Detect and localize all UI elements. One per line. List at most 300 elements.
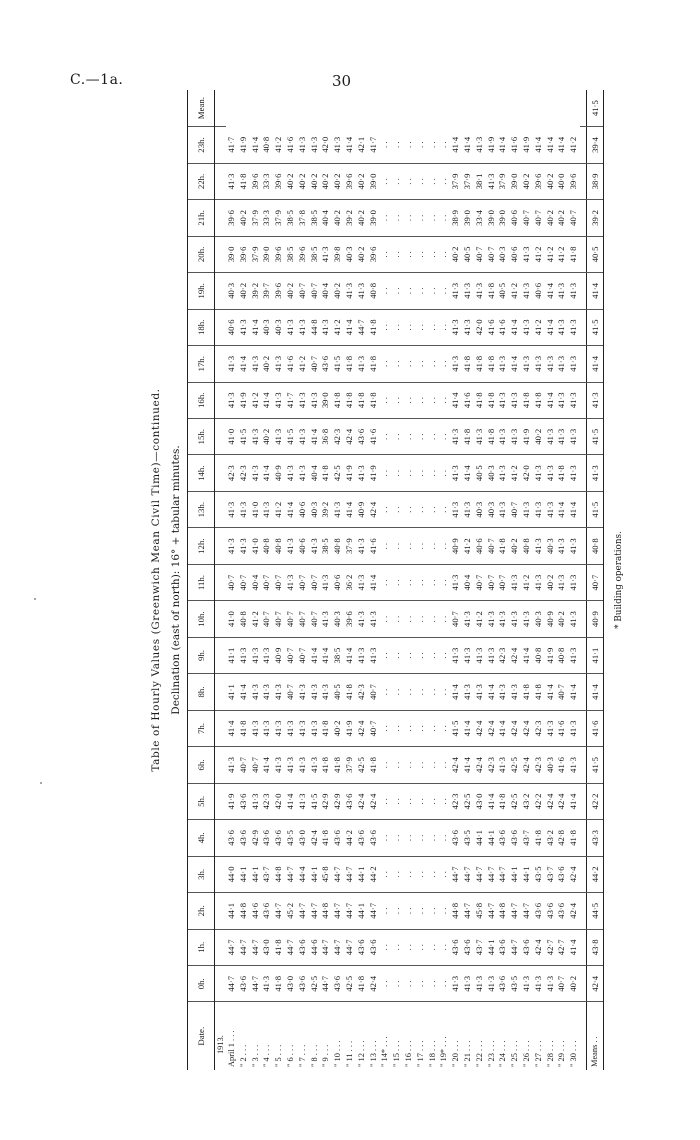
table-cell: 44·7 — [285, 856, 297, 892]
table-cell: 41·3 — [368, 601, 380, 637]
table-cell: 41·3 — [568, 346, 580, 382]
table-cell: . . — [415, 127, 427, 163]
table-cell: 40·7 — [568, 200, 580, 236]
table-cell: 40·8 — [521, 528, 533, 564]
table-cell: 43·7 — [261, 856, 273, 892]
table-cell: 40·2 — [521, 163, 533, 199]
table-cell: 44·7 — [250, 966, 262, 1002]
table-cell: 41·3 — [533, 491, 545, 527]
table-cell: 39·2 — [320, 491, 332, 527]
table-cell: . . — [438, 236, 450, 272]
table-cell: 41·8 — [320, 820, 332, 856]
table-cell: . . — [438, 163, 450, 199]
table-cell: . . — [391, 966, 403, 1002]
table-cell: 40·7 — [486, 236, 498, 272]
table-cell: . . — [438, 674, 450, 710]
table-cell: 40·2 — [545, 200, 557, 236]
table-cell: 41·3 — [556, 346, 568, 382]
table-cell: 41·3 — [285, 455, 297, 491]
table-cell: 41·3 — [568, 309, 580, 345]
table-cell: 42·2 — [586, 783, 603, 819]
table-cell: 44·7 — [344, 893, 356, 929]
table-cell: 41·3 — [450, 273, 462, 309]
row-date-label: " 19* . . . — [439, 1036, 449, 1067]
column-header-hour: 11h. — [188, 564, 215, 600]
table-cell: . . — [438, 528, 450, 564]
table-cell: . . — [391, 783, 403, 819]
table-cell: 39·6 — [344, 163, 356, 199]
table-cell: 43·3 — [586, 820, 603, 856]
table-cell: 40·2 — [533, 419, 545, 455]
table-cell: 41·3 — [556, 309, 568, 345]
table-cell: 44·7 — [309, 893, 321, 929]
table-cell: 43·6 — [497, 966, 509, 1002]
table-cell: . . — [427, 637, 439, 673]
table-cell: 38·1 — [474, 163, 486, 199]
table-cell: 40·8 — [586, 528, 603, 564]
table-cell: 41·4 — [545, 674, 557, 710]
table-cell: 40·2 — [285, 163, 297, 199]
table-cell: 43·6 — [556, 856, 568, 892]
table-cell: 43·6 — [533, 893, 545, 929]
table-row — [521, 90, 533, 1070]
table-cell: . . — [379, 528, 391, 564]
table-cell: 41·3 — [545, 455, 557, 491]
table-cell: 41·3 — [332, 127, 344, 163]
table-cell: . . — [415, 674, 427, 710]
table-cell: . . — [379, 491, 391, 527]
table-row — [297, 90, 309, 1070]
table-row — [285, 90, 297, 1070]
table-cell: 41·3 — [497, 747, 509, 783]
table-cell: . . — [379, 273, 391, 309]
table-cell: 41·3 — [545, 966, 557, 1002]
table-cell: 41·5 — [450, 710, 462, 746]
table-cell: 40·2 — [261, 419, 273, 455]
table-cell: 41·3 — [261, 674, 273, 710]
table-cell: 41·3 — [509, 601, 521, 637]
table-cell: 40·8 — [368, 273, 380, 309]
table-cell: 36·8 — [320, 419, 332, 455]
table-cell: . . — [427, 856, 439, 892]
table-cell: 41·3 — [509, 564, 521, 600]
table-cell: 41·3 — [533, 528, 545, 564]
row-date-label: April 1 . . . — [227, 1030, 236, 1067]
table-cell: . . — [415, 273, 427, 309]
table-cell: 44·8 — [450, 893, 462, 929]
column-header-hour: 20h. — [188, 236, 215, 272]
table-cell: 41·9 — [238, 127, 250, 163]
hourly-values-table — [187, 90, 604, 1070]
table-cell: 40·7 — [297, 564, 309, 600]
table-cell: 41·3 — [556, 419, 568, 455]
table-cell: 41·3 — [568, 747, 580, 783]
table-cell: 37·9 — [462, 163, 474, 199]
table-cell: 41·4 — [462, 747, 474, 783]
table-cell: . . — [427, 491, 439, 527]
table-cell: 39·0 — [368, 163, 380, 199]
table-cell: 39·6 — [368, 236, 380, 272]
table-cell: . . — [403, 820, 415, 856]
table-cell: 43·6 — [356, 929, 368, 965]
table-cell: 41·3 — [450, 966, 462, 1002]
table-cell: 41·8 — [521, 382, 533, 418]
table-cell: 41·4 — [261, 382, 273, 418]
table-cell: 40·7 — [486, 528, 498, 564]
table-cell: 41·3 — [462, 273, 474, 309]
report-reference: C.—1a. — [70, 72, 124, 88]
table-cell: 41·3 — [226, 491, 238, 527]
table-cell: 41·9 — [368, 455, 380, 491]
table-cell: 43·6 — [226, 820, 238, 856]
table-cell: 41·3 — [368, 637, 380, 673]
table-cell: 44·7 — [521, 893, 533, 929]
table-cell: . . — [438, 273, 450, 309]
table-cell: 37·9 — [450, 163, 462, 199]
table-cell: 43·7 — [474, 929, 486, 965]
table-cell: . . — [379, 419, 391, 455]
table-cell: 44·7 — [250, 929, 262, 965]
table-cell — [215, 163, 227, 199]
table-cell: 43·2 — [545, 820, 557, 856]
table-cell: 41·9 — [238, 382, 250, 418]
table-row — [356, 90, 368, 1070]
table-cell: 40·3 — [533, 601, 545, 637]
table-cell: 38·5 — [309, 236, 321, 272]
table-cell: . . — [438, 893, 450, 929]
table-cell: 41·8 — [344, 674, 356, 710]
table-cell: 41·3 — [474, 966, 486, 1002]
table-row — [556, 90, 568, 1070]
table-cell: 41·8 — [344, 346, 356, 382]
table-cell: 44·7 — [509, 893, 521, 929]
table-cell: 41·8 — [462, 419, 474, 455]
table-cell: 40·2 — [545, 163, 557, 199]
table-cell: . . — [427, 783, 439, 819]
table-cell: 41·4 — [497, 710, 509, 746]
table-cell: 43·6 — [497, 820, 509, 856]
table-cell: 41·6 — [285, 127, 297, 163]
table-cell — [215, 893, 227, 929]
table-cell: 40·4 — [462, 564, 474, 600]
table-cell: 41·2 — [533, 309, 545, 345]
column-header-hour: 23h. — [188, 127, 215, 163]
column-header-hour: 14h. — [188, 455, 215, 491]
column-header-hour: 0h. — [188, 966, 215, 1002]
table-cell: 43·6 — [297, 966, 309, 1002]
table-cell: 41·3 — [568, 455, 580, 491]
table-cell: 41·3 — [586, 455, 603, 491]
table-cell: 43·6 — [320, 346, 332, 382]
table-cell: 44·1 — [486, 929, 498, 965]
table-cell: 44·1 — [509, 856, 521, 892]
table-cell: 41·3 — [285, 710, 297, 746]
table-cell: . . — [438, 346, 450, 382]
table-cell: 41·3 — [474, 273, 486, 309]
table-row — [250, 90, 262, 1070]
table-cell: 39·0 — [509, 163, 521, 199]
table-cell: . . — [379, 710, 391, 746]
table-cell: 40·6 — [474, 528, 486, 564]
table-cell: 39·0 — [486, 200, 498, 236]
table-cell: 42·3 — [356, 674, 368, 710]
table-cell: 40·7 — [450, 601, 462, 637]
table-cell: . . — [403, 491, 415, 527]
table-cell: 41·4 — [462, 455, 474, 491]
table-cell: . . — [415, 346, 427, 382]
table-cell: 41·3 — [521, 273, 533, 309]
table-cell: . . — [427, 419, 439, 455]
table-cell: 41·3 — [273, 419, 285, 455]
table-cell: 41·3 — [474, 127, 486, 163]
table-cell — [215, 309, 227, 345]
column-header-hour: 21h. — [188, 200, 215, 236]
table-cell: . . — [403, 200, 415, 236]
table-cell: 41·4 — [450, 382, 462, 418]
table-cell: 40·7 — [486, 564, 498, 600]
row-date-label: " 25 . . . — [510, 1040, 520, 1067]
table-cell — [215, 856, 227, 892]
table-cell: 40·3 — [226, 273, 238, 309]
table-cell: 41·3 — [497, 491, 509, 527]
table-cell: 41·4 — [556, 127, 568, 163]
table-cell: . . — [415, 893, 427, 929]
table-cell: 41·8 — [320, 455, 332, 491]
table-cell: . . — [427, 455, 439, 491]
table-cell: 44·7 — [238, 929, 250, 965]
table-cell: 41·9 — [344, 455, 356, 491]
table-cell: 41·2 — [273, 491, 285, 527]
table-cell: 41·6 — [368, 528, 380, 564]
table-cell: 41·8 — [497, 783, 509, 819]
table-cell: 40·2 — [545, 564, 557, 600]
table-cell: 39·6 — [533, 163, 545, 199]
table-cell: 41·3 — [474, 637, 486, 673]
table-cell: 40·6 — [533, 273, 545, 309]
column-header-hour: 18h. — [188, 309, 215, 345]
table-cell — [215, 419, 227, 455]
table-cell: 40·7 — [261, 601, 273, 637]
table-cell: . . — [415, 601, 427, 637]
table-cell: 40·4 — [320, 200, 332, 236]
table-cell: 42·8 — [556, 820, 568, 856]
table-cell: 40·7 — [226, 564, 238, 600]
table-cell: . . — [403, 273, 415, 309]
table-cell: 40·7 — [297, 601, 309, 637]
table-cell: . . — [438, 783, 450, 819]
table-cell: . . — [427, 309, 439, 345]
table-cell: 44·6 — [309, 929, 321, 965]
table-cell: 41·8 — [238, 163, 250, 199]
table-cell: 41·3 — [462, 966, 474, 1002]
table-cell: 44·5 — [586, 893, 603, 929]
table-cell — [215, 637, 227, 673]
table-cell: 42·4 — [521, 747, 533, 783]
table-cell: 44·1 — [356, 893, 368, 929]
table-cell: . . — [438, 637, 450, 673]
table-cell: 41·4 — [521, 637, 533, 673]
table-cell: . . — [403, 419, 415, 455]
table-cell: . . — [379, 966, 391, 1002]
table-cell: . . — [427, 382, 439, 418]
table-cell: 40·7 — [586, 564, 603, 600]
table-cell: 41·3 — [250, 346, 262, 382]
table-cell: . . — [391, 929, 403, 965]
table-cell: 43·6 — [368, 820, 380, 856]
table-cell: 41·9 — [521, 127, 533, 163]
table-cell: . . — [391, 273, 403, 309]
table-cell: 41·3 — [462, 674, 474, 710]
table-cell: 42·9 — [332, 783, 344, 819]
table-cell: 41·3 — [556, 528, 568, 564]
table-cell: 41·0 — [250, 528, 262, 564]
table-cell: 41·3 — [356, 564, 368, 600]
table-cell: 41·3 — [238, 637, 250, 673]
table-cell: 40·2 — [356, 163, 368, 199]
table-cell: 40·5 — [586, 236, 603, 272]
table-cell: 41·3 — [320, 309, 332, 345]
table-cell: 40·7 — [250, 747, 262, 783]
table-cell: 44·1 — [238, 856, 250, 892]
column-header-hour: 9h. — [188, 637, 215, 673]
table-cell: . . — [391, 528, 403, 564]
table-cell: 41·3 — [297, 783, 309, 819]
table-cell: 42·5 — [344, 966, 356, 1002]
table-cell: . . — [415, 528, 427, 564]
table-cell: 41·3 — [450, 564, 462, 600]
column-header-hour: 16h. — [188, 382, 215, 418]
table-cell: 41·3 — [533, 966, 545, 1002]
table-cell: 41·4 — [568, 491, 580, 527]
table-cell — [215, 346, 227, 382]
table-cell: 45·8 — [474, 893, 486, 929]
table-cell: . . — [391, 893, 403, 929]
table-row — [391, 90, 403, 1070]
table-cell: 41·8 — [332, 382, 344, 418]
table-cell: 40·7 — [261, 564, 273, 600]
table-cell: 42·3 — [450, 783, 462, 819]
table-cell: . . — [415, 200, 427, 236]
table-cell: 40·7 — [368, 710, 380, 746]
table-cell: 41·4 — [486, 783, 498, 819]
table-cell: . . — [415, 564, 427, 600]
table-cell: 41·6 — [368, 419, 380, 455]
table-cell: 43·6 — [450, 929, 462, 965]
table-cell: . . — [415, 856, 427, 892]
table-cell: 41·6 — [586, 710, 603, 746]
table-cell: 41·3 — [297, 419, 309, 455]
table-cell: 41·4 — [545, 382, 557, 418]
table-cell — [215, 273, 227, 309]
table-cell: 43·6 — [238, 820, 250, 856]
table-cell: . . — [391, 309, 403, 345]
table-cell: 41·8 — [356, 966, 368, 1002]
table-cell: 41·9 — [545, 637, 557, 673]
table-cell: 42·4 — [356, 783, 368, 819]
table-cell: 45·8 — [320, 856, 332, 892]
table-cell: . . — [403, 346, 415, 382]
table-cell: 42·7 — [545, 929, 557, 965]
table-cell: 41·6 — [462, 382, 474, 418]
table-cell: 41·3 — [356, 346, 368, 382]
table-cell: 41·4 — [533, 127, 545, 163]
table-cell: 42·4 — [533, 929, 545, 965]
table-cell: 41·3 — [497, 674, 509, 710]
table-body — [215, 90, 604, 1070]
table-cell: 44·7 — [320, 929, 332, 965]
table-cell: . . — [415, 309, 427, 345]
table-cell: . . — [438, 455, 450, 491]
row-date-label: " 9 . . . — [321, 1044, 331, 1067]
table-cell: 41·3 — [509, 382, 521, 418]
row-date-label: " 14* . . . — [380, 1036, 390, 1067]
table-cell: . . — [403, 236, 415, 272]
row-date-label: " 15 . . . — [392, 1040, 402, 1067]
row-date-label: " 7 . . . — [297, 1044, 307, 1067]
table-cell: 39·6 — [226, 200, 238, 236]
row-date-label: " 22 . . . — [474, 1040, 484, 1067]
table-cell: 43·2 — [521, 783, 533, 819]
table-cell: 41·3 — [545, 491, 557, 527]
table-cell: 40·2 — [556, 601, 568, 637]
table-cell: 41·3 — [462, 491, 474, 527]
table-cell: 41·3 — [297, 127, 309, 163]
table-cell: 43·5 — [509, 966, 521, 1002]
table-cell: 41·4 — [462, 710, 474, 746]
table-row — [415, 90, 427, 1070]
table-cell: 42·3 — [261, 783, 273, 819]
table-cell: 41·3 — [226, 346, 238, 382]
table-cell: 40·2 — [332, 163, 344, 199]
table-cell — [215, 455, 227, 491]
table-cell: 44·7 — [320, 966, 332, 1002]
table-cell: 42·5 — [509, 747, 521, 783]
table-cell: . . — [403, 929, 415, 965]
table-cell: 40·0 — [556, 163, 568, 199]
table-cell: 41·3 — [568, 382, 580, 418]
table-row — [261, 90, 273, 1070]
table-cell: 41·8 — [486, 382, 498, 418]
table-title: Table of Hourly Values (Greenwich Mean Civil Time)—continued. — [150, 388, 162, 772]
table-row — [273, 90, 285, 1070]
table-cell — [215, 710, 227, 746]
column-header-hour: 6h. — [188, 747, 215, 783]
table-cell: 41·4 — [309, 637, 321, 673]
table-row — [497, 90, 509, 1070]
table-cell: 40·7 — [497, 564, 509, 600]
table-cell: . . — [415, 491, 427, 527]
table-cell: 41·3 — [450, 637, 462, 673]
table-cell: 40·3 — [486, 491, 498, 527]
table-cell: . . — [403, 783, 415, 819]
table-cell: . . — [403, 127, 415, 163]
table-cell: 40·2 — [568, 966, 580, 1002]
table-cell: 41·8 — [568, 820, 580, 856]
paper-speck — [40, 782, 42, 784]
table-cell: 41·3 — [568, 528, 580, 564]
table-cell: 43·8 — [586, 929, 603, 965]
table-cell: 41·4 — [261, 747, 273, 783]
table-cell: 44·7 — [450, 856, 462, 892]
table-cell: . . — [415, 163, 427, 199]
table-cell: 43·6 — [462, 929, 474, 965]
table-cell: 41·4 — [285, 491, 297, 527]
means-row — [586, 90, 603, 1070]
column-header-hour: 4h. — [188, 820, 215, 856]
table-cell: 41·3 — [497, 419, 509, 455]
row-date-label: " 30 . . . — [569, 1040, 579, 1067]
table-cell — [215, 674, 227, 710]
